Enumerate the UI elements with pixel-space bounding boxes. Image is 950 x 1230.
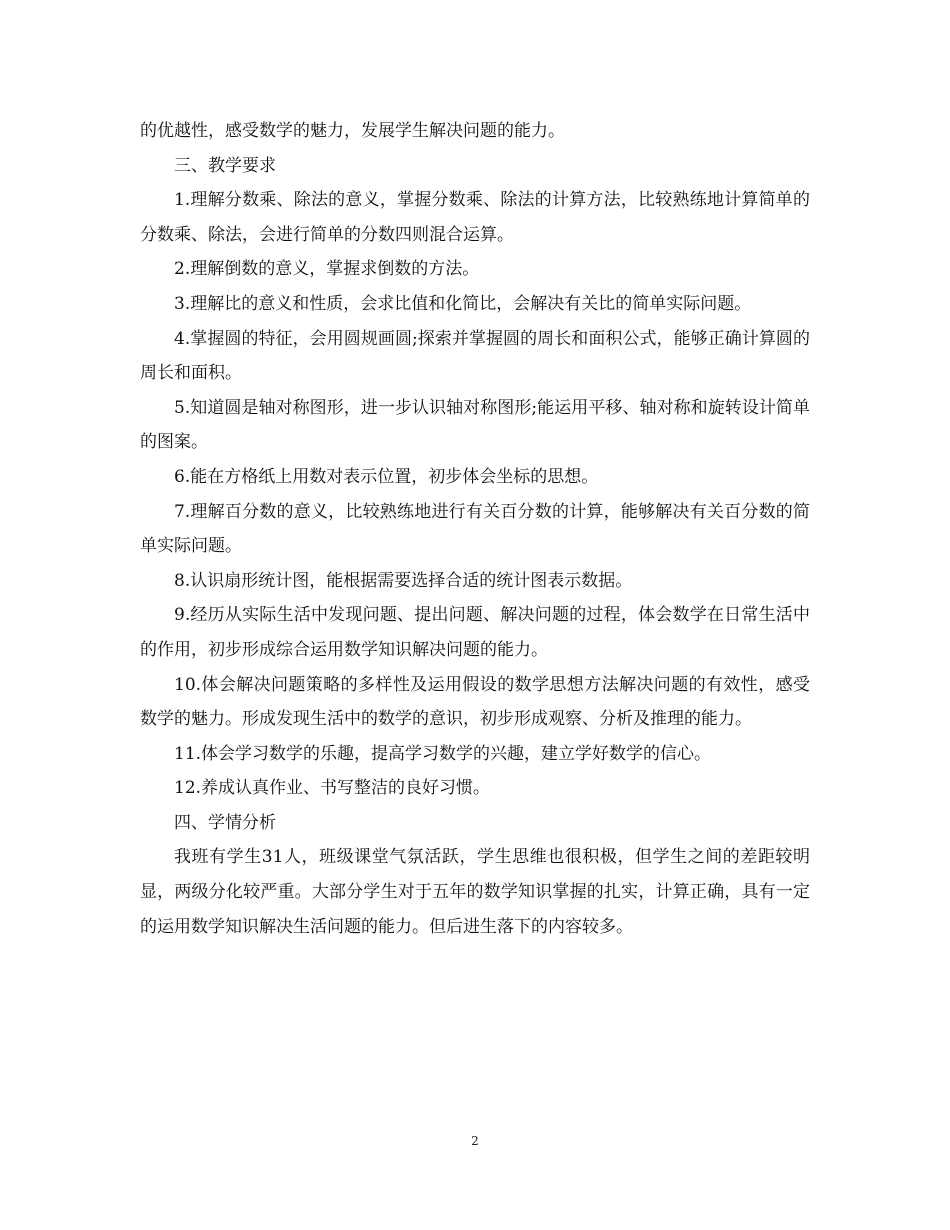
requirement-item-7: 7.理解百分数的意义，比较熟练地进行有关百分数的计算，能够解决有关百分数的简单实际问题。 — [140, 501, 810, 557]
requirement-item-5: 5.知道圆是轴对称图形，进一步认识轴对称图形;能运用平移、轴对称和旋转设计简单的图案。 — [140, 397, 810, 453]
student-analysis-paragraph: 我班有学生31人，班级课堂气氛活跃，学生思维也很积极，但学生之间的差距较明显，两级分化较严重。大部分学生对于五年的数学知识掌握的扎实，计算正确，具有一定的运用数学知识解决生活问题的能力。但后进生落下的内容较多。 — [140, 847, 810, 937]
section-heading-teaching-requirements: 三、教学要求 — [174, 155, 276, 176]
requirement-item-1: 1.理解分数乘、除法的意义，掌握分数乘、除法的计算方法，比较熟练地计算简单的分数乘、除法，会进行简单的分数四则混合运算。 — [140, 190, 810, 245]
section-heading-student-analysis: 四、学情分析 — [174, 812, 276, 833]
requirement-item-4: 4.掌握圆的特征，会用圆规画圆;探索并掌握圆的周长和面积公式，能够正确计算圆的周长和面积。 — [140, 328, 810, 384]
requirement-item-10: 10.体会解决问题策略的多样性及运用假设的数学思想方法解决问题的有效性，感受数学的魅力。形成发现生活中的数学的意识，初步形成观察、分析及推理的能力。 — [140, 674, 810, 730]
paragraph-continuation: 的优越性，感受数学的魅力，发展学生解决问题的能力。 — [140, 121, 565, 141]
requirement-item-8: 8.认识扇形统计图，能根据需要选择合适的统计图表示数据。 — [174, 570, 633, 591]
requirement-item-3: 3.理解比的意义和性质，会求比值和化简比，会解决有关比的简单实际问题。 — [174, 293, 752, 314]
document-body — [140, 114, 810, 944]
requirement-item-11: 11.体会学习数学的乐趣，提高学习数学的兴趣，建立学好数学的信心。 — [174, 743, 712, 764]
page-number: 2 — [471, 1134, 479, 1148]
requirement-item-2: 2.理解倒数的意义，掌握求倒数的方法。 — [174, 259, 480, 280]
requirement-item-12: 12.养成认真作业、书写整洁的良好习惯。 — [174, 778, 491, 799]
requirement-item-6: 6.能在方格纸上用数对表示位置，初步体会坐标的思想。 — [174, 466, 599, 487]
requirement-item-9: 9.经历从实际生活中发现问题、提出问题、解决问题的过程，体会数学在日常生活中的作用，初步形成综合运用数学知识解决问题的能力。 — [140, 605, 810, 660]
